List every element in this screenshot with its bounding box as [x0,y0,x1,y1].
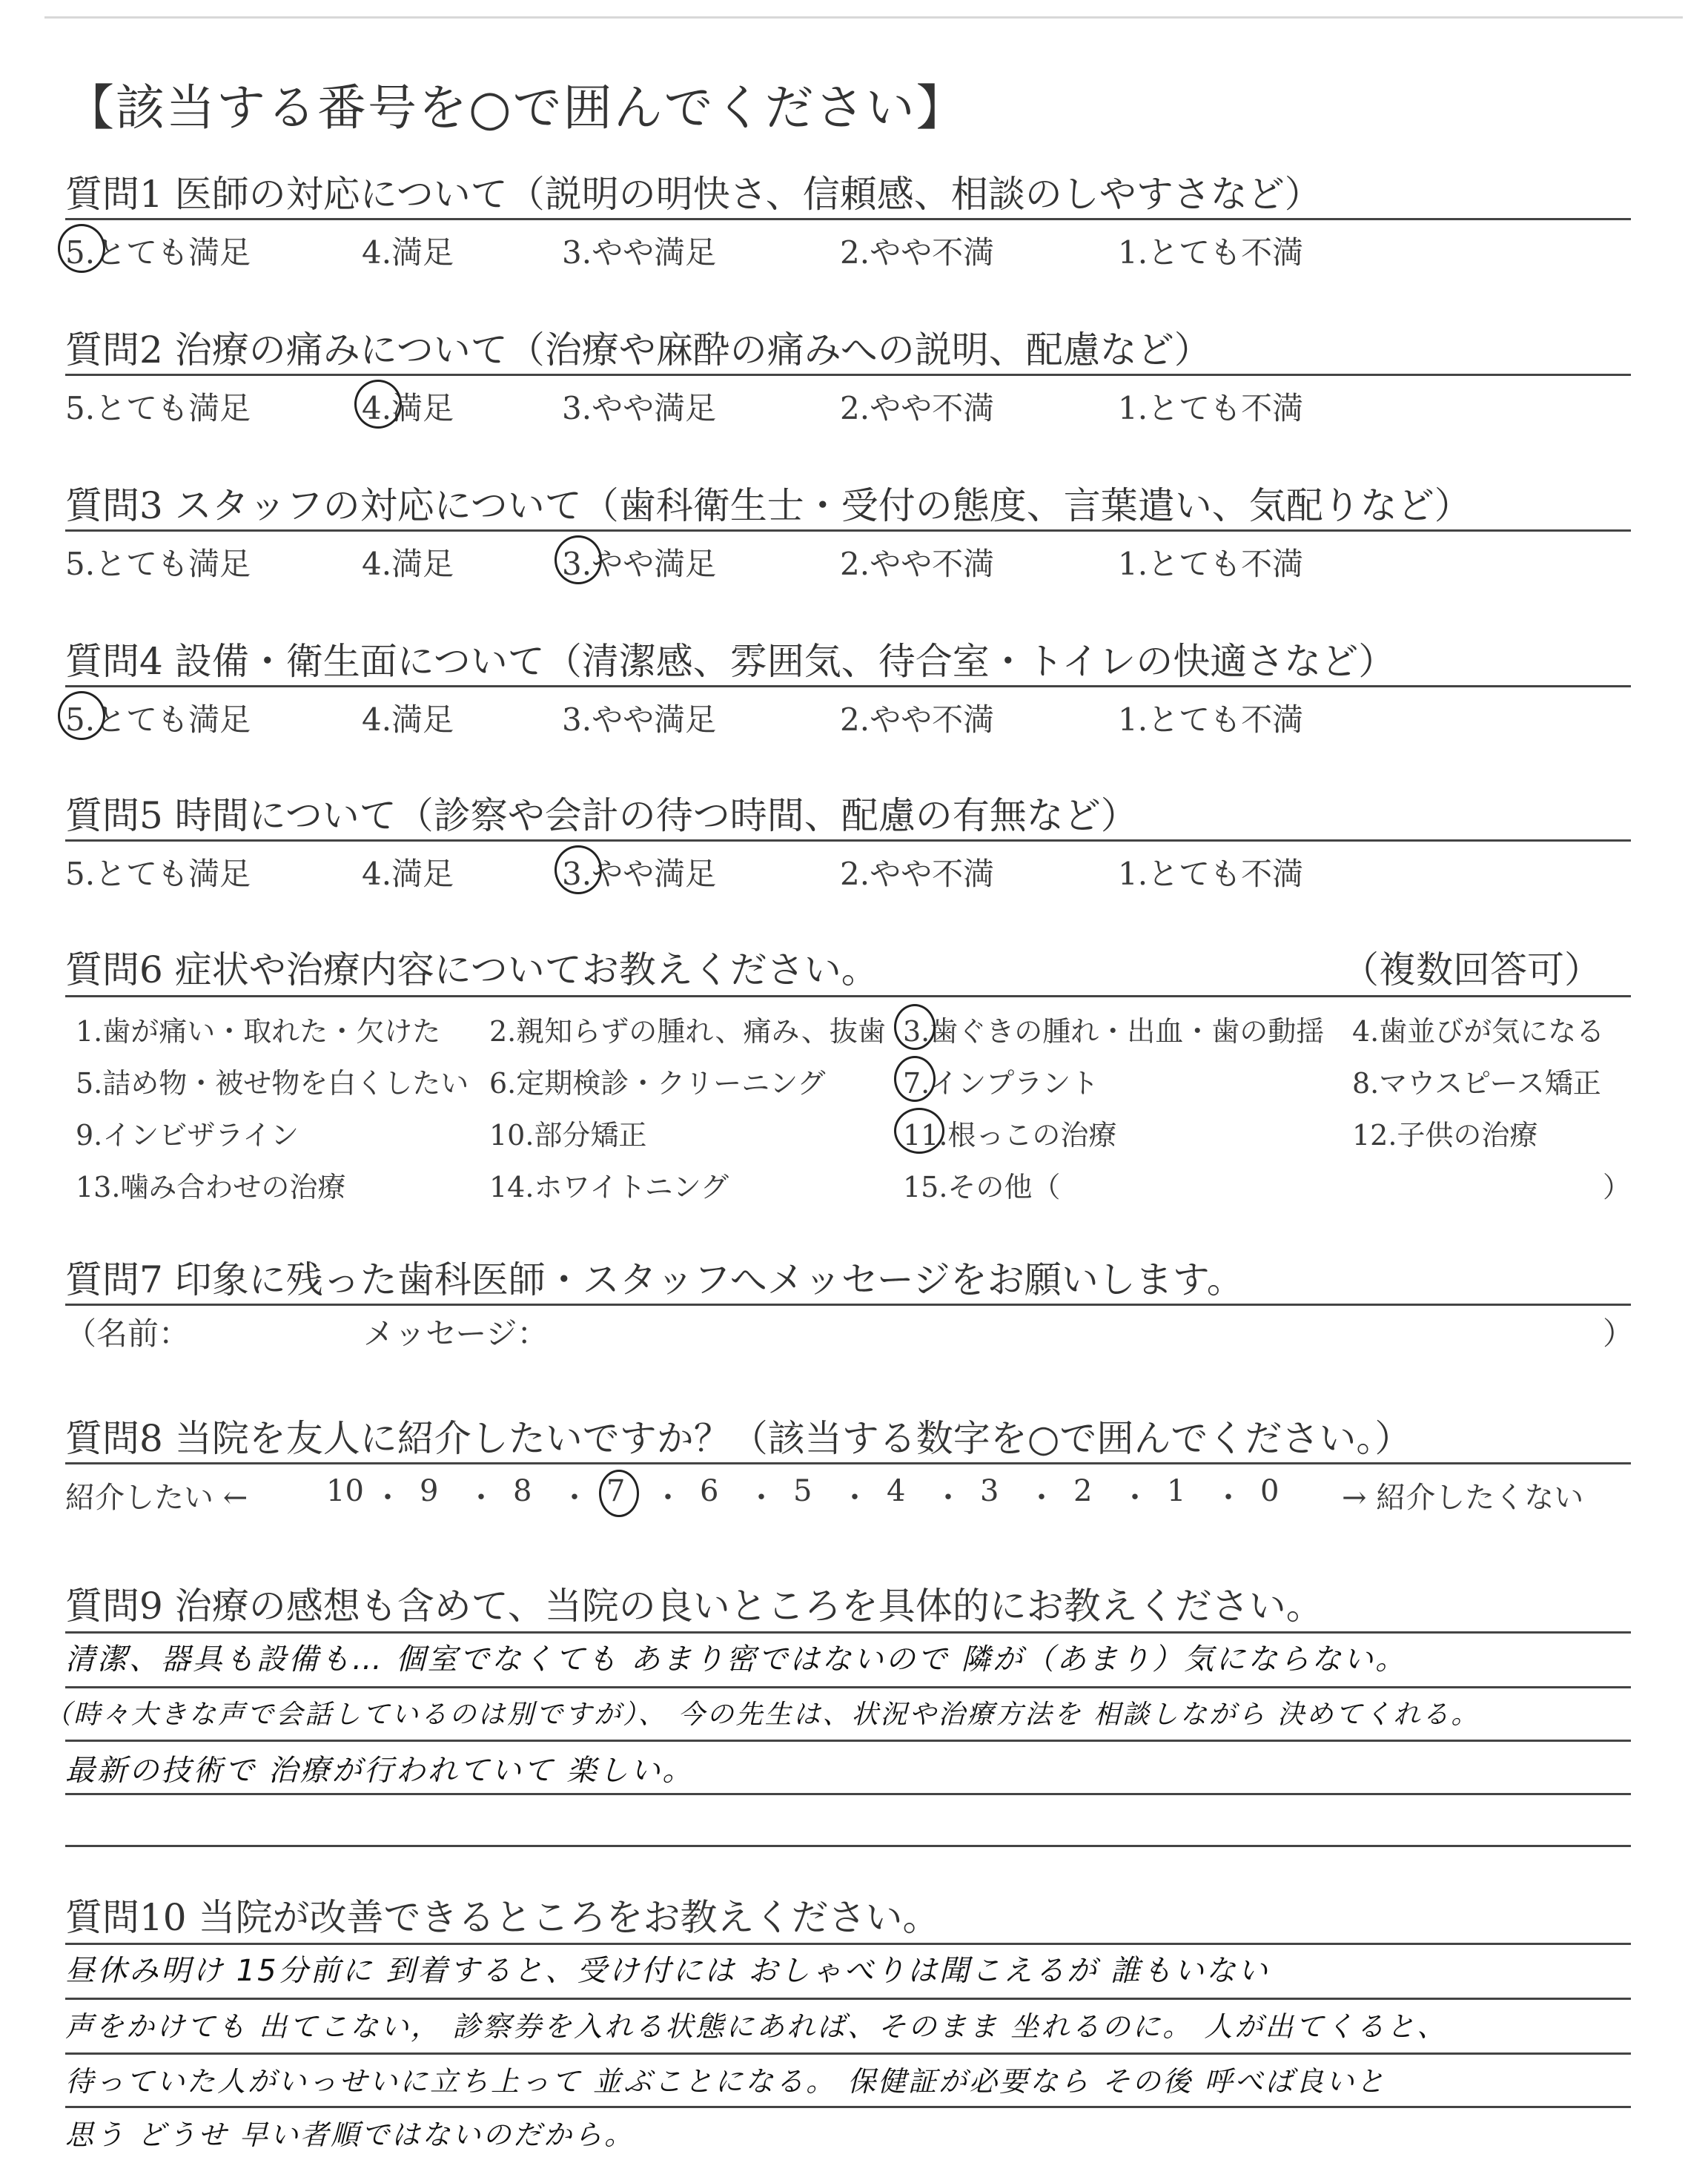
question-6-rule [65,995,1631,997]
rating-option[interactable]: 4.満足 [362,546,454,582]
selection-circle [555,845,602,894]
symptom-option[interactable]: 1.歯が痛い・取れた・欠けた [76,1015,441,1048]
symptom-option[interactable]: 6.定期検診・クリーニング [489,1067,826,1100]
rating-option[interactable]: 4.満足 [362,701,454,738]
question-5 [65,786,1631,837]
page-header: 【該当する番号を○で囲んでください】 [65,79,967,136]
rating-option[interactable]: 3.やや満足 [562,390,717,426]
name-label: （名前： [65,1315,191,1352]
scale-separator: ・ [653,1481,683,1515]
scale-separator: ・ [1120,1481,1150,1515]
rating-option[interactable]: 3.やや満足 [562,701,717,738]
question-1-options [65,228,1631,273]
recommend-score[interactable]: 4 [887,1474,906,1508]
question-7-rule [65,1304,1631,1306]
message-close-paren: ） [1603,1315,1635,1352]
question-10 [65,1888,1631,1939]
rating-option[interactable]: 5.とても満足 [65,546,251,582]
selection-circle [894,1004,936,1050]
selection-circle [354,380,402,429]
question-5-title: 質問5 時間について（診察や会計の待つ時間、配慮の有無など） [65,794,1138,837]
answer-line [65,1686,1631,1688]
rating-option[interactable]: 5.とても満足 [65,856,251,892]
other-close-paren: ） [1603,1171,1632,1203]
answer-line [65,1793,1631,1795]
question-9-title: 質問9 治療の感想も含めて、当院の良いところを具体的にお教えください。 [65,1585,1323,1628]
rating-option[interactable]: 1.とても不満 [1118,856,1304,892]
question-4-title: 質問4 設備・衛生面について（清潔感、雰囲気、待合室・トイレの快適さなど） [65,640,1396,683]
symptom-option[interactable]: 5.詰め物・被せ物を白くしたい [76,1067,469,1100]
rating-option[interactable]: 3.やや満足 [562,856,717,892]
question-10-rule [65,1943,1631,1945]
question-1-title: 質問1 医師の対応について（説明の明快さ、信頼感、相談のしやすさなど） [65,173,1322,216]
question-8-rule [65,1462,1631,1464]
question-2-options [65,384,1631,429]
rating-option[interactable]: 1.とても不満 [1118,234,1304,271]
symptom-option[interactable]: 3.歯ぐきの腫れ・出血・歯の動揺 [903,1015,1325,1048]
question-8-title: 質問8 当院を友人に紹介したいですか？（該当する数字を○で囲んでください。） [65,1417,1412,1460]
rating-option[interactable]: 4.満足 [362,390,454,426]
selection-circle [58,224,105,273]
q10-answer-line-3: 待っていた人がいっせいに立ち上って 並ぶことになる。 保健証が必要なら その後 呼べば良いと [65,2065,1387,2098]
question-9-rule [65,1631,1631,1634]
question-7-title: 質問7 印象に残った歯科医師・スタッフへメッセージをお願いします。 [65,1258,1244,1301]
symptom-option[interactable]: 15.その他（ [903,1171,1061,1203]
rating-option[interactable]: 2.やや不満 [840,546,995,582]
q10-answer-line-4: 思う どうせ 早い者順ではないのだから。 [65,2118,635,2151]
symptom-option[interactable]: 14.ホワイトニング [489,1171,729,1203]
question-9 [65,1576,1631,1628]
question-4-options [65,696,1631,740]
answer-line [65,2106,1631,2108]
scale-separator: ・ [840,1481,870,1515]
question-6 [65,940,1631,991]
q10-answer-line-2: 声をかけても 出てこない， 診察券を入れる状態にあれば、そのまま 坐れるのに。 人が出てくると、 [65,2010,1448,2043]
symptom-option[interactable]: 9.インビザライン [76,1119,299,1152]
recommend-score[interactable]: 5 [793,1474,812,1508]
question-5-options [65,850,1631,894]
q9-answer-line-2: （時々大きな声で会話しているのは別ですが）、 今の先生は、状況や治療方法を 相談しながら 決めてくれる。 [44,1700,1480,1730]
symptom-option[interactable]: 11.根っこの治療 [903,1119,1117,1152]
q10-answer-line-1: 昼休み明け 15分前に 到着すると、受け付には おしゃべりは聞こえるが 誰もいない [65,1954,1270,1988]
rating-option[interactable]: 5.とても満足 [65,390,251,426]
question-6-title: 質問6 症状や治療内容についてお教えください。 （複数回答可） [65,940,1631,988]
q9-answer-line-1: 清潔、器具も設備も… 個室でなくても あまり密ではないので 隣が（あまり）気にならない。 [65,1642,1408,1677]
selection-circle [894,1056,936,1102]
rating-option[interactable]: 2.やや不満 [840,390,995,426]
recommend-right-label: → 紹介したくない [1342,1481,1584,1515]
recommend-score[interactable]: 0 [1260,1474,1280,1508]
recommend-score[interactable]: 1 [1167,1474,1186,1508]
symptom-option[interactable]: 4.歯並びが気になる [1352,1015,1605,1048]
answer-line [65,1998,1631,2000]
scale-separator: ・ [560,1481,589,1515]
scale-separator: ・ [933,1481,963,1515]
rating-option[interactable]: 2.やや不満 [840,701,995,738]
symptom-option[interactable]: 10.部分矯正 [489,1119,647,1152]
question-2-title: 質問2 治療の痛みについて（治療や麻酔の痛みへの説明、配慮など） [65,328,1211,371]
recommend-score[interactable]: 6 [700,1474,719,1508]
message-label: メッセージ： [363,1315,549,1352]
rating-option[interactable]: 2.やや不満 [840,234,995,271]
rating-option[interactable]: 5.とても満足 [65,701,251,738]
rating-option[interactable]: 4.満足 [362,856,454,892]
question-3-title: 質問3 スタッフの対応について（歯科衛生士・受付の態度、言葉遣い、気配りなど） [65,484,1472,527]
selection-circle [894,1108,944,1154]
top-border [44,16,1683,19]
answer-line [65,1740,1631,1742]
question-3-options [65,540,1631,584]
rating-option[interactable]: 1.とても不満 [1118,546,1304,582]
selection-circle [58,691,105,740]
recommend-score[interactable]: 2 [1073,1474,1093,1508]
symptom-option[interactable]: 2.親知らずの腫れ、痛み、抜歯 [489,1015,886,1048]
scale-separator: ・ [373,1481,403,1515]
question-5-rule [65,839,1631,842]
rating-option[interactable]: 1.とても不満 [1118,390,1304,426]
symptom-option[interactable]: 7.インプラント [903,1067,1099,1100]
selection-circle [599,1470,639,1517]
selection-circle [555,535,602,584]
rating-option[interactable]: 3.やや満足 [562,234,717,271]
symptom-option[interactable]: 12.子供の治療 [1352,1119,1538,1152]
question-6-options [65,1008,1631,1216]
question-10-title: 質問10 当院が改善できるところをお教えください。 [65,1896,940,1939]
scale-separator: ・ [747,1481,776,1515]
recommend-score[interactable]: 10 [326,1474,364,1508]
question-3-rule [65,529,1631,532]
question-7 [65,1250,1631,1301]
rating-option[interactable]: 4.満足 [362,234,454,271]
question-2 [65,320,1631,371]
question-8 [65,1409,1631,1460]
question-6-note: （複数回答可） [1342,948,1601,991]
question-3 [65,476,1631,527]
question-2-rule [65,374,1631,376]
recommend-score[interactable]: 7 [606,1474,626,1508]
recommend-score[interactable]: 3 [980,1474,999,1508]
recommend-score[interactable]: 9 [420,1474,439,1508]
rating-option[interactable]: 3.やや満足 [562,546,717,582]
question-4-rule [65,685,1631,687]
recommend-left-label: 紹介したい ← [65,1481,248,1515]
scale-separator: ・ [466,1481,496,1515]
rating-option[interactable]: 2.やや不満 [840,856,995,892]
question-1-rule [65,218,1631,220]
q9-answer-line-3: 最新の技術で 治療が行われていて 楽しい。 [65,1754,695,1788]
symptom-option[interactable]: 13.噛み合わせの治療 [76,1171,346,1203]
rating-option[interactable]: 1.とても不満 [1118,701,1304,738]
answer-line [65,1845,1631,1847]
answer-line [65,2052,1631,2055]
scale-separator: ・ [1027,1481,1056,1515]
question-1 [65,165,1631,216]
recommend-score[interactable]: 8 [513,1474,532,1508]
scale-separator: ・ [1214,1481,1243,1515]
question-4 [65,632,1631,683]
rating-option[interactable]: 5.とても満足 [65,234,251,271]
symptom-option[interactable]: 8.マウスピース矯正 [1352,1067,1601,1100]
